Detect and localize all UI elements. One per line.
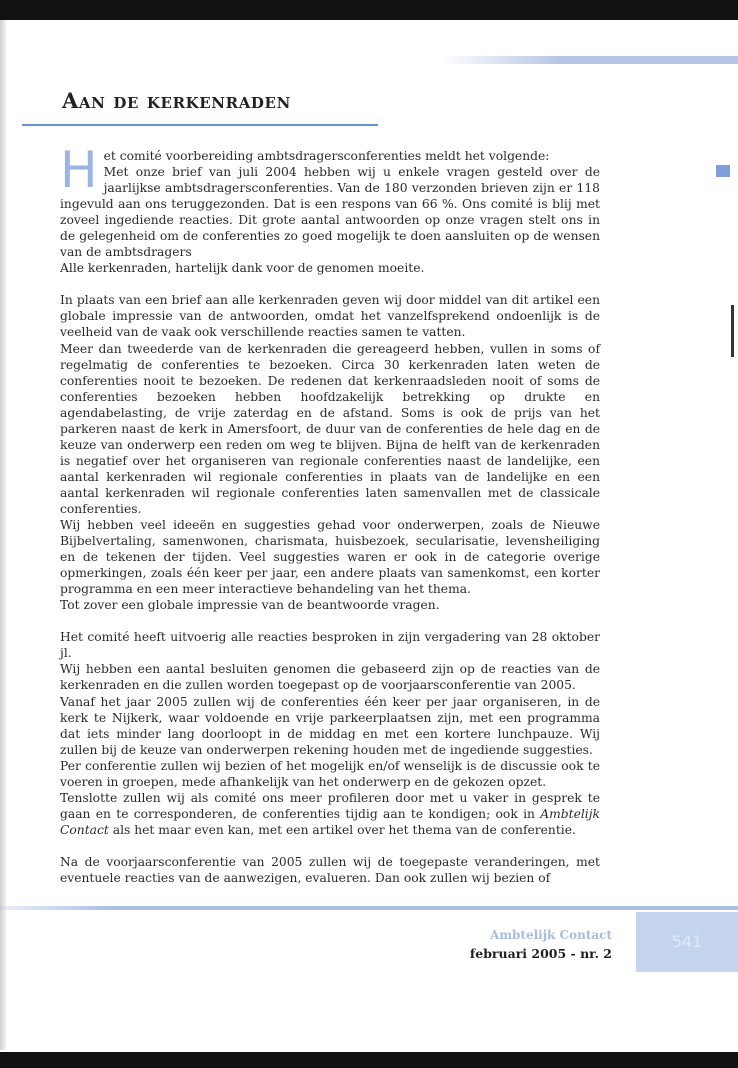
paragraph-decisions — [60, 629, 600, 838]
paragraph-impression: In plaats van een brief aan alle kerkenraden geven wij door middel van dit artikel een globale impressie van de antwoorden, omdat het vanzelfsprekend ondoenlijk is de veelheid van de vaak ook verschillende reacties samen te vatten. Meer dan tweederde van de kerkenraden die gereageerd hebben, vullen in soms of regelmatig de conferenties te bezoeken. Circa 30 kerkenraden laten weten de conferenties nooit te bezoeken. De redenen dat kerkenraadsleden nooit of soms de conferenties bezoeken hebben hoofdzakelijk betrekking op drukte en agendabelasting, de vrije zaterdag en de afstand. Soms is ook de prijs van het parkeren naast de kerk in Amersfoort, de duur van de conferenties de hele dag en de keuze van onderwerp een reden om weg te blijven. Bijna de helft van de kerkenraden is negatief over het organiseren van regionale conferenties naast de landelijke, een aantal kerkenraden wil regionale conferenties in plaats van de landelijke en een aantal kerkenraden wil regionale conferenties laten samenvallen met de classicale conferenties. Wij hebben veel ideeën en suggesties gehad voor onderwerpen, zoals de Nieuwe Bijbelvertaling, samenwonen, charismata, huisbezoek, secularisatie, levensheiliging en de tekenen der tijden. Veel suggesties waren er ook in de categorie overige opmerkingen, zoals één keer per jaar, een andere plaats van samenkomst, een korter programma en een meer interactieve behandeling van het thema. Tot zover een globale impressie van de beantwoorde vragen. — [60, 293, 600, 613]
paragraph-decisions-text: Het comité heeft uitvoerig alle reacties besproken in zijn vergadering van 28 oktober jl. Wij hebben een aantal besluiten genomen die gebaseerd zijn op de reacties van de kerkenraden en die zullen worden toegepast op de voorjaarsconferentie van 2005. Vanaf het jaar 2005 zullen wij de conferenties één keer per jaar organiseren, in de kerk te Nijkerk, waar voldoende en vrije parkeerplaatsen zijn, met een programma dat iets minder lang doorloopt in de middag en met een kortere lunchpauze. Wij zullen bij de keuze van onderwerpen rekening houden met de ingediende suggesties. Per conferentie zullen wij bezien of het mogelijk en/of wenselijk is de discussie ook te voeren in groepen, mede afhankelijk van het onderwerp en de gekozen opzet. Tenslotte zullen wij als comité ons meer profileren door met u vaker in gesprek te gaan en te corresponderen, de conferenties tijdig aan te kondigen; ook in — [60, 630, 600, 821]
title-underline — [22, 124, 378, 126]
paragraph-evaluation: Na de voorjaarsconferentie van 2005 zullen wij de toegepaste veranderingen, met eventuele reacties van de aanwezigen, evalueren. Dan ook zullen wij bezien of — [60, 854, 600, 885]
side-margin-mark — [731, 305, 734, 357]
article-body — [60, 141, 600, 902]
page-number: 541 — [636, 912, 738, 972]
footer-journal-name: Ambtelijk Contact — [490, 928, 612, 942]
paragraph-decisions-tail: als het maar even kan, met een artikel over het thema van de conferentie. — [108, 822, 576, 837]
paragraph-intro — [60, 141, 600, 276]
scan-bottom-border — [0, 1052, 738, 1068]
side-tab-marker — [716, 165, 730, 177]
drop-cap: H — [60, 141, 98, 199]
paragraph-intro-text: et comité voorbereiding ambtsdragersconferenties meldt het volgende: Met onze brief van juli 2004 hebben wij u enkele vragen gesteld over de jaarlijkse ambtsdragersconferenties. Van de 180 verzonden brieven zijn er 118 ingevuld aan ons teruggezonden. Dat is een respons van 66 %. Ons comité is blij met zoveel ingediende reacties. Dit grote aantal antwoorden op onze vragen stelt ons in de gelegenheid om de conferenties zo goed mogelijk te doen aansluiten op de wensen van de ambtsdragers Alle kerkenraden, hartelijk dank voor de genomen moeite. — [60, 149, 600, 276]
page-left-edge — [0, 20, 6, 1050]
footer-issue: februari 2005 - nr. 2 — [469, 946, 612, 961]
header-accent-bar — [440, 56, 738, 64]
footer-rule — [0, 906, 738, 910]
journal-name-inline: Ambtelijk Contact — [60, 806, 600, 837]
scan-top-border — [0, 0, 738, 20]
article-title: Aan de kerkenraden — [62, 88, 291, 113]
